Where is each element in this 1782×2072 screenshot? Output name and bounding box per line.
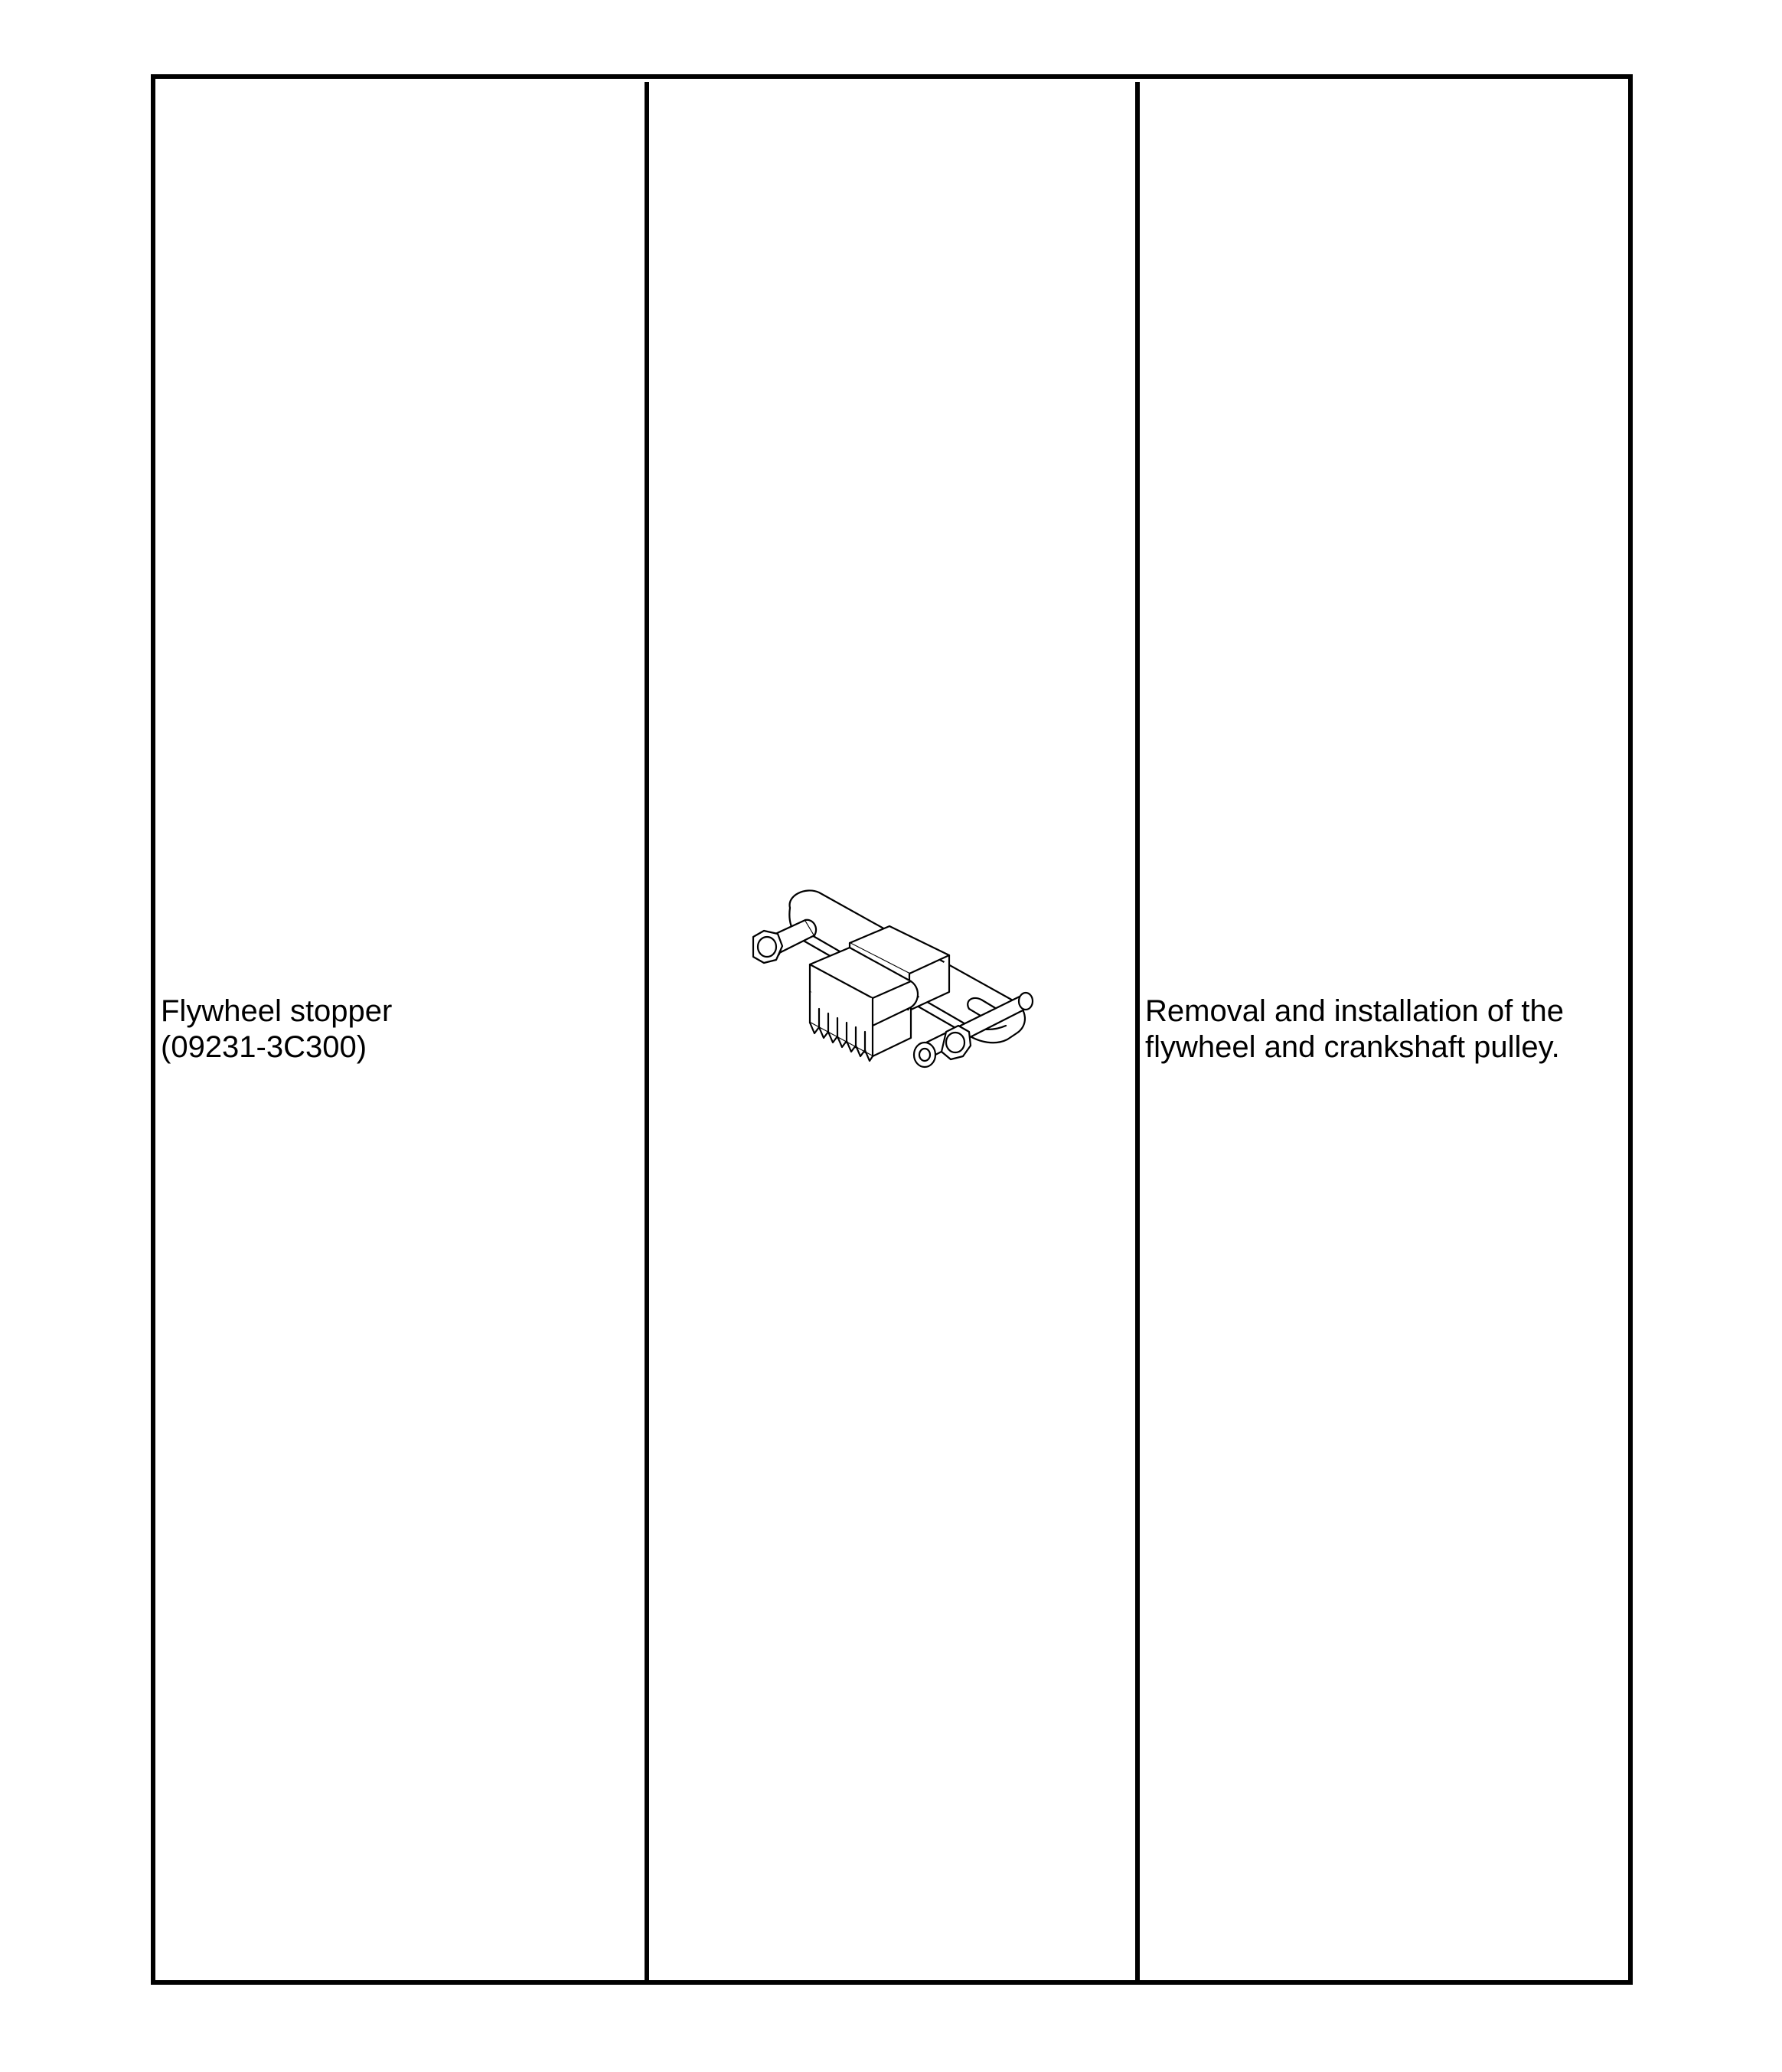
usage-description-line-1: Removal and installation of the	[1145, 994, 1564, 1028]
tool-name: Flywheel stopper	[161, 994, 393, 1028]
column-divider	[645, 82, 649, 1985]
tool-name-cell	[161, 994, 392, 1065]
flywheel-stopper-illustration	[720, 873, 1072, 1133]
tool-part-number: (09231-3C300)	[161, 1030, 367, 1064]
column-divider	[1135, 82, 1140, 1985]
usage-description-line-2: flywheel and crankshaft pulley.	[1145, 1030, 1560, 1064]
usage-description-cell	[1145, 994, 1564, 1065]
